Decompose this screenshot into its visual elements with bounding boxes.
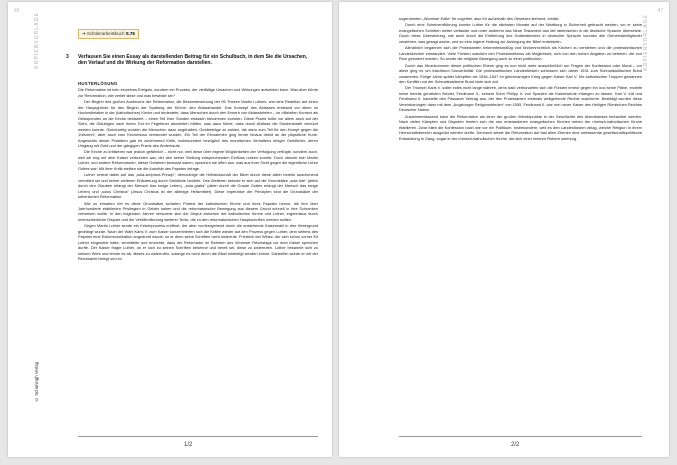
page-number: 46 — [14, 8, 20, 14]
paragraph: Durch eine Scheinentführung konnte Luther für die nächsten Monate auf der Wartburg in Sicherheit gebracht werden, wo er seine evangelischen Schriften weiter verfasste und unter anderem das Neue Testament aus der lateinischen in die deutsche Sprache übersetzte. Durch diese Übersetzung, wie auch durch die Einführung des Gottesdienstes in deutscher Sprache konnten alle Gemeindemitglieder verstehen, was gesagt wurde, und so eine eigene Haltung zur Auslegung der Bibel entwickeln. — [399, 22, 642, 44]
page-footer: 2/2 — [511, 442, 520, 448]
page-footer: 1/2 — [184, 442, 193, 448]
task-number: 3 — [66, 54, 69, 60]
task-text: Verfassen Sie einen Essay als darstellenden Beitrag für ein Schulbuch, in dem Sie die Ursachen, den Verlauf und die Wirkung der Reformation darstellen. — [78, 54, 308, 66]
paragraph: Durch das Hinzukommen dieser politischen Ebene ging es nun nicht mehr ausschließlich um Fragen der Konfession oder Moral – vor allem ging es um Machtund Souveränität. Die protestantischen Landesfürsten schlossen sich daher 1531 zum Schmalkaldischen Bund zusammen. Einige Jahre später kämpften sie 1546–1547 im gleichnamigen Krieg gegen Kaiser Karl V. Die katholischen Truppen gewannen den Konflikt und der Schmalkaldische Bund löste sich auf. — [399, 62, 642, 84]
page-number: 47 — [657, 8, 663, 14]
solution-column — [78, 81, 318, 263]
paragraph: Allmählich begannen sich die Protestanten bekenntnismäßig und kirchenrechtlich als Kirchen zu verstehen und die protestantischen Landeskirchen entstanden. Viele Fürsten wandten den Protestantismus als Möglichkeit, sich von den hohen Abgaben zu befreien, die von Rom gefordert wurden. So wurde die religiöse Bewegung auch zu einer politischen. — [399, 45, 642, 62]
paragraph: Zusammenfassend kann die Reformation als einer der großen Wendepunkte in der Geschichte des Abendlandes betrachtet werden. Nach vielen Kämpfen und Disputen lernten sich die neu entstandenen evangelischen Kirchen neben der römisch-katholischen Kirche etablieren. Zwar blieb die Konfession nach wie vor ein Politikum, insbesondere, weil es den Landesfürsten oblag, welche Religion in ihrem Herrschaftsbereich ausgeübt werden durfte. Dennoch setzte die Reformation auf fast allen Ebenen eine umfassende gesellschaftspolitische Entwicklung in Gang, sogar in der römisch-katholischen Kirche, die sich einer inneren Reform unterzog. — [399, 113, 642, 141]
paragraph: Gegen Martin Luther wurde ein Ketzerprozess eröffnet, der aber vorübergehend durch die anstehende Kaiserwahl in den Hintergrund gedrängt wurde. Nach der Wahl Karls V. zum Kaiser konzentrierten sich die Kräfte wieder auf den Prozess gegen Luther, dem seitens des Papstes eine Exkommunikation angedroht wurde, so er denn seine Schriften nicht widerrufe. Friedrich der Weise, der sich schon vorher für Luther eingesetzt hatte, vermittelte und erreichte, dass der Reformator im Rahmen des Wormser Reichstags vor dem Kaiser sprechen durfte. Der Kaiser fragte Luther, ob er sich zu seinen Schriften bekenne und bereit sei, diese zu widerrufen. Luther bekannte sich zu seinem Werk und lehnte es ab, dieses zu widerrufen, solange es nicht durch die Bibel widerlegt werden könne. Daraufhin wurde er mit der Reichsacht belegt und im — [78, 223, 318, 262]
footer-rule — [78, 436, 318, 437]
side-label: KOPIERVORLAGE — [643, 14, 649, 71]
solution-heading: HUSTERLÖSUNG — [78, 81, 118, 86]
arrow-right-icon: ➜ — [82, 31, 86, 36]
paragraph: Luther vertrat dabei auf das „sola-scriptura-Prinzip“, demzufolge die Heilsbotschaft der Bibel durch diese allein bereits ausreichend vermittelt sei und keiner weiteren Erläuterung durch Geistliche bedürfe. Des Weiteren betonte er sich auf die Grundsätze „sola fide“ (allein durch den Glauben erlangt der Mensch das ewige Leben), „sola gratia“ (allein durch die Gnade Gottes erlangt der Mensch das ewige Leben) und „solus Christus“ (Jesus Christus ist der alleinige Heilsmittler). Diese Imperative der Prinzipien sind die Grundsätze der lutherischen Reformation. — [78, 172, 318, 200]
paragraph: Der Triumph Karls V. sollte indes nicht lange währen, denn bald verbündeten sich die Fürsten erneut gegen ihn und seine Pläne, erzielte seine bereits genährten Brüder, Ferdinand II., seinem Sohn Philipp II. von Spanien die Kaiserwürde erlangen zu lassen. Karl V. tritt und Ferdinand II. handelte den Passauer Vertrag aus, der den Protestanten erstmals weitgehende Rechte zusicherte. Bestätigt wurden diese Vereinbarungen dann mit dem „Augsburger Religionsfrieden“ von 1555. Ferdinand II. war nun neuer Kaiser des Heiligen Römischen Reiches Deutscher Nation. — [399, 85, 642, 113]
reference-label: Schülerarbeitsbuch — [86, 31, 125, 36]
workbook-reference — [78, 29, 139, 39]
paragraph: sogenannten „Wormser Edikt“ für vogelfrei, also für außerhalb des Gesetzes stehend, erklärt. — [399, 16, 560, 21]
page-left — [8, 2, 332, 457]
copyright-note: © Schöningh Verlag — [34, 362, 39, 402]
footer-rule — [399, 436, 642, 437]
page-right — [339, 2, 669, 457]
solution-column — [399, 16, 642, 142]
paragraph: Wie zu erwarten rief es diese Grundsätze scharfen Protest der katholischen Kirche und ihres Papstes hervor, die ihre über Jahrhunderte etablierten Privilegien in Gefahr sahen und die reformatorische Bewegung aus diesem Grund schnell in ihre Schranken verweisen wollte. In den folgenden Jahren versuchte sich der Disput zwischen der katholischen Kirche und Luther, ergebnislos durch unterschiedliche Dispute und die Veröffentlichung weiterer Texte, die zu den reformatorischen Hauptschriften werden sollten. — [78, 200, 318, 222]
paragraph: Die Reformation ist kein einzelnes Ereignis, sondern ein Prozess, der vielfältige Ursachen und Wirkungen aufweisen kann. Was aber führte zur Reformation, wie verlief diese und was bewirkte sie? — [78, 87, 318, 98]
paragraph: Der Beginn des großen Ausbruchs der Reformation, die Bekanntmachung der 95 Thesen Martin Luthers, war eine Reaktion auf einen der Hauptgründe für den Beginn der Spaltung der Kirche: den Ablasshandel. Das Konzept des Ablasses entstand vor allem im Hochmittelalter in der (katholischen) Kirche und bedeutete, dass Menschen durch den Erwerb von Ablassbriefen – im offiziellen Kontext als Geldspenden an die Kirche deklariert – einen Teil ihrer Sünden erlassen bekommen konnten. Diese Praxis fußte vor allem auch auf der Sicht, die Gläubigen nach ihrem Tod im Fegefeuer abzuleiten hätten, was dazu führte, dass durch Ablässe die Sündenstrafe verkürzt werden konnte. Gleichzeitig wurden die Menschen dazu angehalten, Geldbeträge zu zahlen, die dann zum Teil für den Kampf gegen die „Ketzerei“, aber auch zum Kirchenbau verwendet wurden. Ein Teil der Einnahmen ging ferner hinaus direkt an die päpstliche Kurie. Angesichts dieser Praktiken gab es zunehmend Kritik, insbesondere bezüglich des moralischen Verhaltens einiger Geistlicher, deren Umgang mit Geld und der gängigen Praxis des Ämterkaufs. — [78, 99, 318, 148]
side-label: KOPIERVORLAGE — [34, 12, 40, 69]
paragraph: Die Kirche zu kritisieren war jedoch gefährlich – nicht nur, weil diese über eigene Möglichkeiten der Verfolgung verfügte, sondern auch, weil sie eng mit dem Kaiser verbunden war, der den seiner Stellung entsprechenden Einfluss nutzen konnte. Doch obwohl sich Martin Luther, und andere Reformatoren, dieser Gefahren bewusst waren, sprachen sie offen aus, was aus ihrer Sicht gegen die eigentliche Lehre Gottes war. Mit ihrer Kritik stellten sie die Autorität des Papstes infrage. — [78, 149, 318, 171]
reference-pages: S.76 — [125, 31, 135, 36]
